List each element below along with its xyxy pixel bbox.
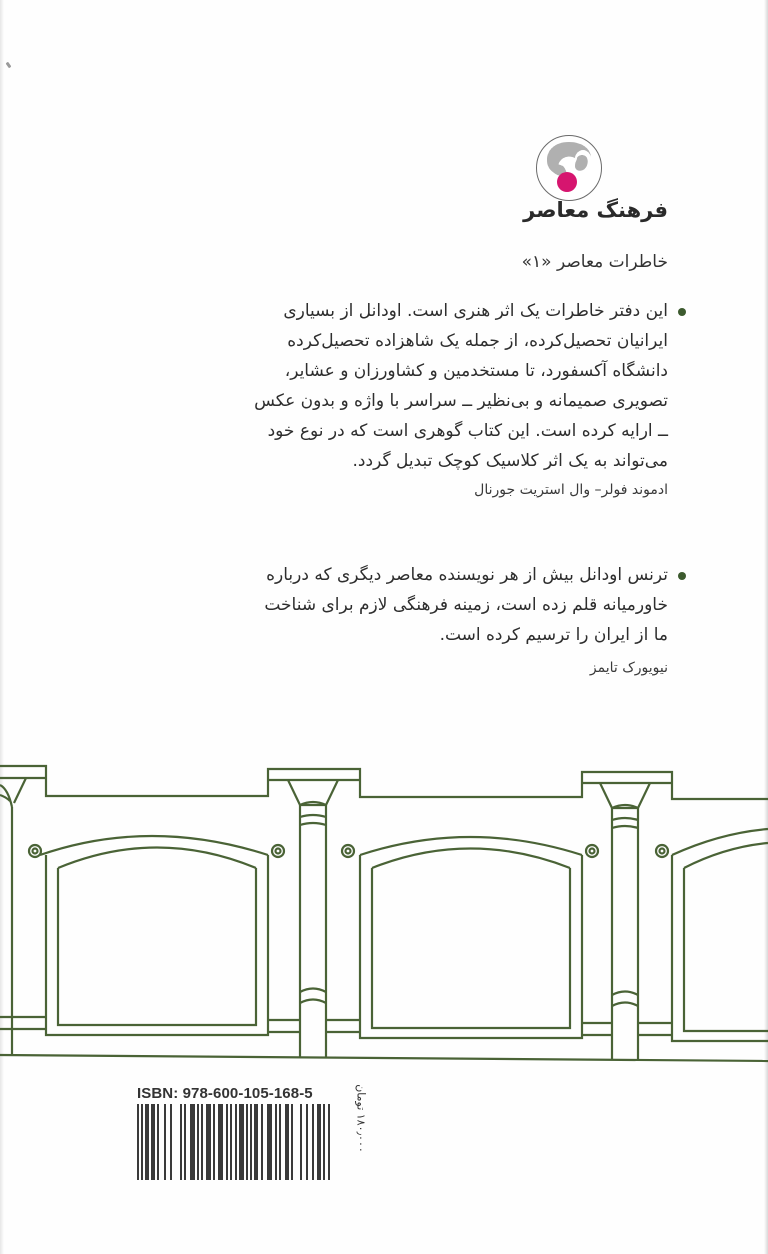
page-right-edge xyxy=(764,0,768,1254)
quote-text: می‌تواند به یک اثر کلاسیک کوچک تبدیل گردد. xyxy=(352,451,668,471)
quote-attribution: نیویورک تایمز xyxy=(589,660,668,676)
quote-line xyxy=(198,446,668,476)
bullet-icon xyxy=(678,572,686,580)
quote-text: تصویری صمیمانه و بی‌نظیر ــ سراسر با واژه و بدون عکس xyxy=(254,391,668,411)
quote-line xyxy=(198,296,668,326)
bullet-icon xyxy=(678,308,686,316)
quote-text: این دفتر خاطرات یک اثر هنری است. اودانل از بسیاری xyxy=(283,301,668,321)
quote-attribution: ادموند فولر– وال استریت جورنال xyxy=(474,482,668,498)
series-title: خاطرات معاصر «۱» xyxy=(521,252,668,272)
quote-line xyxy=(198,620,668,650)
quote-text: خاورمیانه قلم زده است، زمینه فرهنگی لازم برای شناخت xyxy=(264,595,668,615)
quote-line xyxy=(198,356,668,386)
quote-line xyxy=(198,416,668,446)
quote-text: ــ ارایه کرده است. این کتاب گوهری است که در نوع خود xyxy=(267,421,668,441)
quote-text: ایرانیان تحصیل‌کرده، از جمله یک شاهزاده تحصیل‌کرده xyxy=(287,331,668,351)
quote-text: ما از ایران را ترسیم کرده است. xyxy=(439,625,668,645)
publisher-logo-icon xyxy=(536,135,602,201)
quote-line xyxy=(198,326,668,356)
quote-line xyxy=(198,386,668,416)
architectural-arches-ornament xyxy=(0,755,768,1065)
quote-text: دانشگاه آکسفورد، تا مستخدمین و کشاورزان و عشایر، xyxy=(284,361,668,381)
price-label: ۱۸۰٫۰۰۰ تومان xyxy=(354,1084,368,1153)
quote-line xyxy=(198,560,668,590)
publisher-name: فرهنگ معاصر xyxy=(523,198,668,222)
page-left-shadow xyxy=(0,0,4,1254)
isbn-label: ISBN: 978-600-105-168-5 xyxy=(137,1085,313,1102)
review-quote-nyt xyxy=(198,560,668,682)
quote-line xyxy=(198,590,668,620)
print-speck xyxy=(6,62,12,69)
quote-text: ترنس اودانل بیش از هر نویسنده معاصر دیگری که درباره xyxy=(266,565,668,585)
barcode-icon xyxy=(137,1104,332,1180)
review-quote-wsj xyxy=(198,296,668,504)
